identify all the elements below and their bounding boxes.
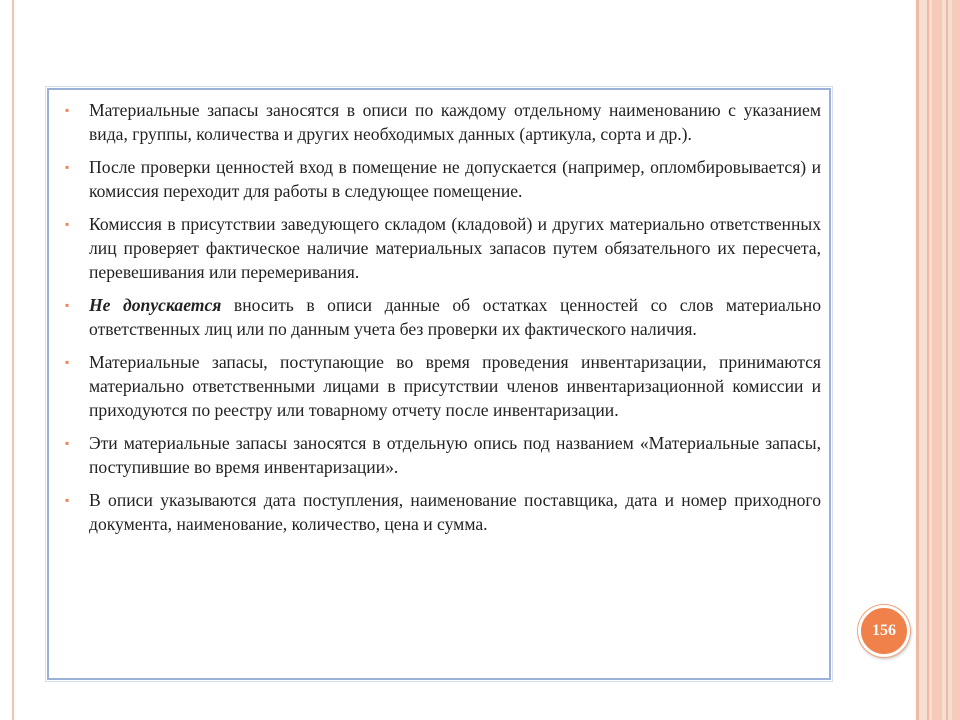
bullet-item (65, 98, 821, 146)
bullet-icon: ▪ (65, 298, 70, 312)
bullet-item (65, 431, 821, 479)
left-border-line (12, 0, 14, 720)
bullet-text: Комиссия в присутствии заведующего складом (кладовой) и других материально ответственных лиц проверяет фактическое наличие материальных запасов путем обязательного их пересчета, перевешивания или перемеривания. (89, 214, 821, 282)
bullet-item (65, 155, 821, 203)
bullet-icon: ▪ (65, 103, 70, 117)
right-decorative-stripes (916, 0, 960, 720)
content-box (47, 88, 831, 680)
bullet-text: Материальные запасы заносятся в описи по каждому отдельному наименованию с указанием вида, группы, количества и других необходимых данных (артикула, сорта и др.). (89, 100, 821, 144)
bullet-icon: ▪ (65, 436, 70, 450)
bullet-emphasis: Не допускается (89, 295, 222, 315)
bullet-icon: ▪ (65, 493, 70, 507)
bullet-text: Материальные запасы, поступающие во время проведения инвентаризации, принимаются материально ответственными лицами в присутствии членов инвентаризационной комиссии и приходуются по реестру или товарному отчету после инвентаризации. (89, 352, 821, 420)
stripe (916, 0, 919, 720)
bullet-item (65, 350, 821, 422)
stripe (946, 0, 948, 720)
bullet-item (65, 488, 821, 536)
stripe (927, 0, 929, 720)
stripe (952, 0, 960, 720)
bullet-icon: ▪ (65, 355, 70, 369)
bullet-text: После проверки ценностей вход в помещение не допускается (например, опломбировывается) и комиссия переходит для работы в следующее помещение. (89, 157, 821, 201)
page-number-badge: 156 (858, 605, 910, 657)
bullet-text: вносить в описи данные об остатках ценностей со слов материально ответственных лиц или по данным учета без проверки их фактического наличия. (89, 295, 821, 339)
bullet-item (65, 293, 821, 341)
bullet-list (65, 98, 821, 536)
bullet-icon: ▪ (65, 217, 70, 231)
bullet-item (65, 212, 821, 284)
bullet-text: Эти материальные запасы заносятся в отдельную опись под названием «Материальные запасы, поступившие во время инвентаризации». (89, 433, 821, 477)
bullet-icon: ▪ (65, 160, 70, 174)
stripe (932, 0, 942, 720)
bullet-text: В описи указываются дата поступления, наименование поставщика, дата и номер приходного документа, наименование, количество, цена и сумма. (89, 490, 821, 534)
